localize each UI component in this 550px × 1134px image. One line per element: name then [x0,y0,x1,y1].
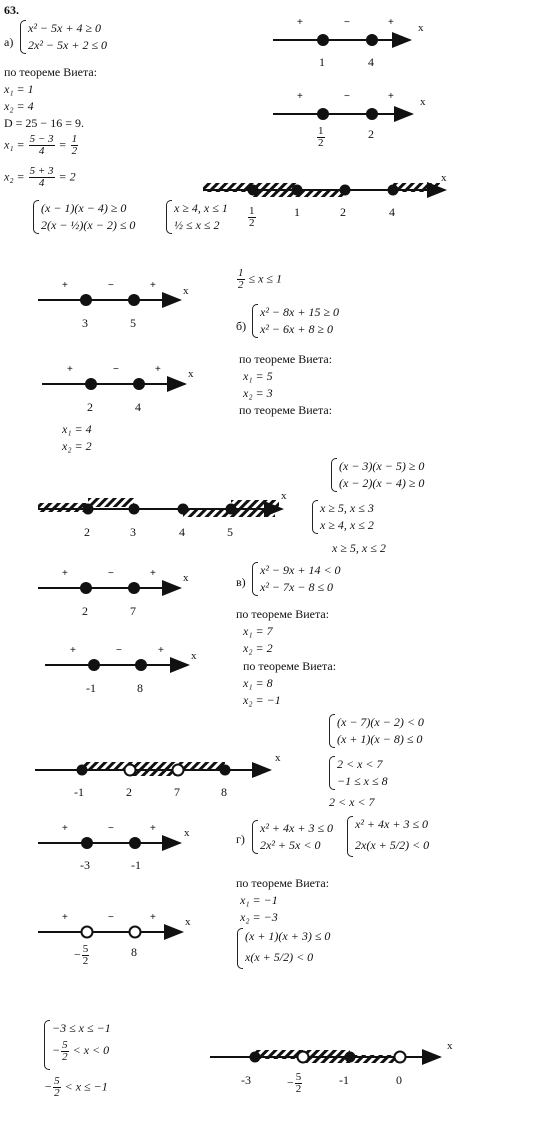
axis-label: x [275,752,281,764]
system-d1: x² + 4x + 3 ≤ 0 2x² + 5x < 0 [252,820,333,854]
tick-label: 0 [396,1073,402,1087]
tick-label-fraction: $\frac{1}{2}$ [318,125,324,149]
tick-label: 2 [82,604,88,618]
vieta-caption: по теореме Виета: [243,659,337,673]
sign-plus: + [62,823,68,834]
tick-label: 4 [389,205,395,219]
tick-label: 5 [130,316,136,330]
sign-plus: + [62,912,68,923]
number-line-a2 [273,108,412,120]
sign-minus: − [108,568,114,579]
root-x2: x₂ = 2 [62,439,92,453]
sign-plus: + [158,645,164,656]
root-formula-1: x₁ = $\frac{5 - 3}{4}$ = $\frac{1}{2}$ [4,133,78,157]
root-x1: x₁ = 1 [4,82,34,96]
sign-minus: − [108,823,114,834]
axis-label: x [447,1040,453,1052]
system-d1b: x² + 4x + 3 ≤ 0 2x(x + 5/2) < 0 [347,816,429,857]
system-b2: (x − 3)(x − 5) ≥ 0 (x − 2)(x − 4) ≥ 0 [331,458,424,492]
root-x1: x₁ = 7 [243,624,273,638]
root-x1: x₁ = 8 [243,676,273,690]
number-line-d2 [38,927,182,938]
discriminant: D = 25 − 16 = 9. [4,116,84,130]
point-filled [366,34,378,46]
sign-plus: + [62,280,68,291]
axis-label: x [420,96,426,108]
root-x1: x₁ = 4 [62,422,92,436]
vieta-caption: по теореме Виета: [236,607,330,621]
number-line-a1 [273,34,410,46]
part-label: а) [4,35,14,49]
system-a2: (x − 1)(x − 4) ≥ 0 2(x − ½)(x − 2) ≤ 0 [33,200,135,234]
number-line-c3 [35,762,270,776]
root-x1: x₁ = −1 [240,893,278,907]
number-line-d3 [210,1050,440,1063]
number-line-c2 [45,659,188,671]
tick-label: 1 [294,205,300,219]
vieta-caption: по теореме Виета: [236,876,330,890]
sign-plus: + [388,17,394,28]
tick-label: 2 [368,127,374,141]
sign-minus: − [344,17,350,28]
tick-label: 1 [319,55,325,69]
sign-plus: + [62,568,68,579]
root-x2: x₂ = −1 [243,693,281,707]
tick-label: -1 [86,681,96,695]
answer-a: $\frac{1}{2}$ ≤ x ≤ 1 [238,267,282,291]
part-label: б) [236,319,247,333]
axis-label: x [183,285,189,297]
sign-plus: + [67,364,73,375]
tick-label: 8 [131,945,137,959]
tick-label-fraction: − $\frac{5}{2}$ [287,1071,302,1095]
part-label: г) [236,832,245,846]
number-line-a3 [203,183,445,197]
tick-label: 2 [340,205,346,219]
tick-label: 4 [135,400,141,414]
system-c1: x² − 9x + 14 < 0 x² − 7x − 8 ≤ 0 [252,562,341,596]
number-line-b3 [38,498,282,517]
axis-label: x [188,368,194,380]
number-line-c1 [38,582,180,594]
sign-minus: − [116,645,122,656]
tick-label: 3 [130,525,136,539]
point-filled [317,34,329,46]
axis-label: x [183,572,189,584]
root-x2: x₂ = 4 [4,99,34,113]
answer-b: x ≥ 5, x ≤ 2 [332,541,386,555]
system-a3: x ≥ 4, x ≤ 1 ½ ≤ x ≤ 2 [166,200,228,234]
axis-label: x [418,22,424,34]
root-x1: x₁ = 5 [243,369,273,383]
problem-number: 63. [4,3,19,17]
tick-label: 3 [82,316,88,330]
system-c3: 2 < x < 7 −1 ≤ x ≤ 8 [329,756,388,790]
number-line-b1 [38,294,180,306]
sign-minus: − [108,912,114,923]
tick-label: 4 [368,55,374,69]
sign-plus: + [155,364,161,375]
tick-label: -1 [74,785,84,799]
system-c2: (x − 7)(x − 2) < 0 (x + 1)(x − 8) ≤ 0 [329,714,424,748]
answer-c: 2 < x < 7 [329,795,375,809]
system-a1: x² − 5x + 4 ≥ 0 2x² − 5x + 2 ≤ 0 [20,20,107,54]
root-formula-2: x₂ = $\frac{5 + 3}{4}$ = 2 [4,165,76,189]
sign-minus: − [113,364,119,375]
tick-label: 8 [137,681,143,695]
system-d-answer: −3 ≤ x ≤ −1 − $\frac{5}{2}$ < x < 0 [44,1020,111,1070]
axis-label: x [441,172,447,184]
axis-label: x [281,490,287,502]
tick-label: 8 [221,785,227,799]
tick-label: 5 [227,525,233,539]
system-b3: x ≥ 5, x ≤ 3 x ≥ 4, x ≤ 2 [312,500,374,534]
tick-label: 4 [179,525,185,539]
tick-label: -1 [339,1073,349,1087]
tick-label: 2 [84,525,90,539]
tick-label: 2 [126,785,132,799]
axis-label: x [184,827,190,839]
vieta-caption: по теореме Виета: [239,352,333,366]
tick-label: 7 [174,785,180,799]
tick-label: -3 [241,1073,251,1087]
sign-minus: − [108,280,114,291]
system-b1: x² − 8x + 15 ≥ 0 x² − 6x + 8 ≥ 0 [252,304,339,338]
system-d2: (x + 1)(x + 3) ≤ 0 x(x + 5/2) < 0 [237,928,330,969]
root-x2: x₂ = 2 [243,641,273,655]
number-line-b2 [42,378,185,390]
axis-label: x [191,650,197,662]
tick-label: 2 [87,400,93,414]
number-line-d1 [38,837,180,849]
tick-label: 7 [130,604,136,618]
vieta-caption: по теореме Виета: [4,65,98,79]
root-x2: x₂ = 3 [243,386,273,400]
vieta-caption: по теореме Виета: [239,403,333,417]
root-x2: x₂ = −3 [240,910,278,924]
sign-plus: + [388,91,394,102]
answer-d: − $\frac{5}{2}$ < x ≤ −1 [44,1075,108,1099]
sign-plus: + [150,568,156,579]
sign-plus: + [297,17,303,28]
sign-plus: + [297,91,303,102]
tick-label-fraction: − $\frac{5}{2}$ [74,943,89,967]
tick-label: -3 [80,858,90,872]
tick-label: -1 [131,858,141,872]
sign-plus: + [150,280,156,291]
sign-plus: + [70,645,76,656]
part-label: в) [236,575,246,589]
axis-label: x [185,916,191,928]
sign-plus: + [150,823,156,834]
sign-minus: − [344,91,350,102]
sign-plus: + [150,912,156,923]
tick-label-fraction: $\frac{1}{2}$ [249,205,255,229]
